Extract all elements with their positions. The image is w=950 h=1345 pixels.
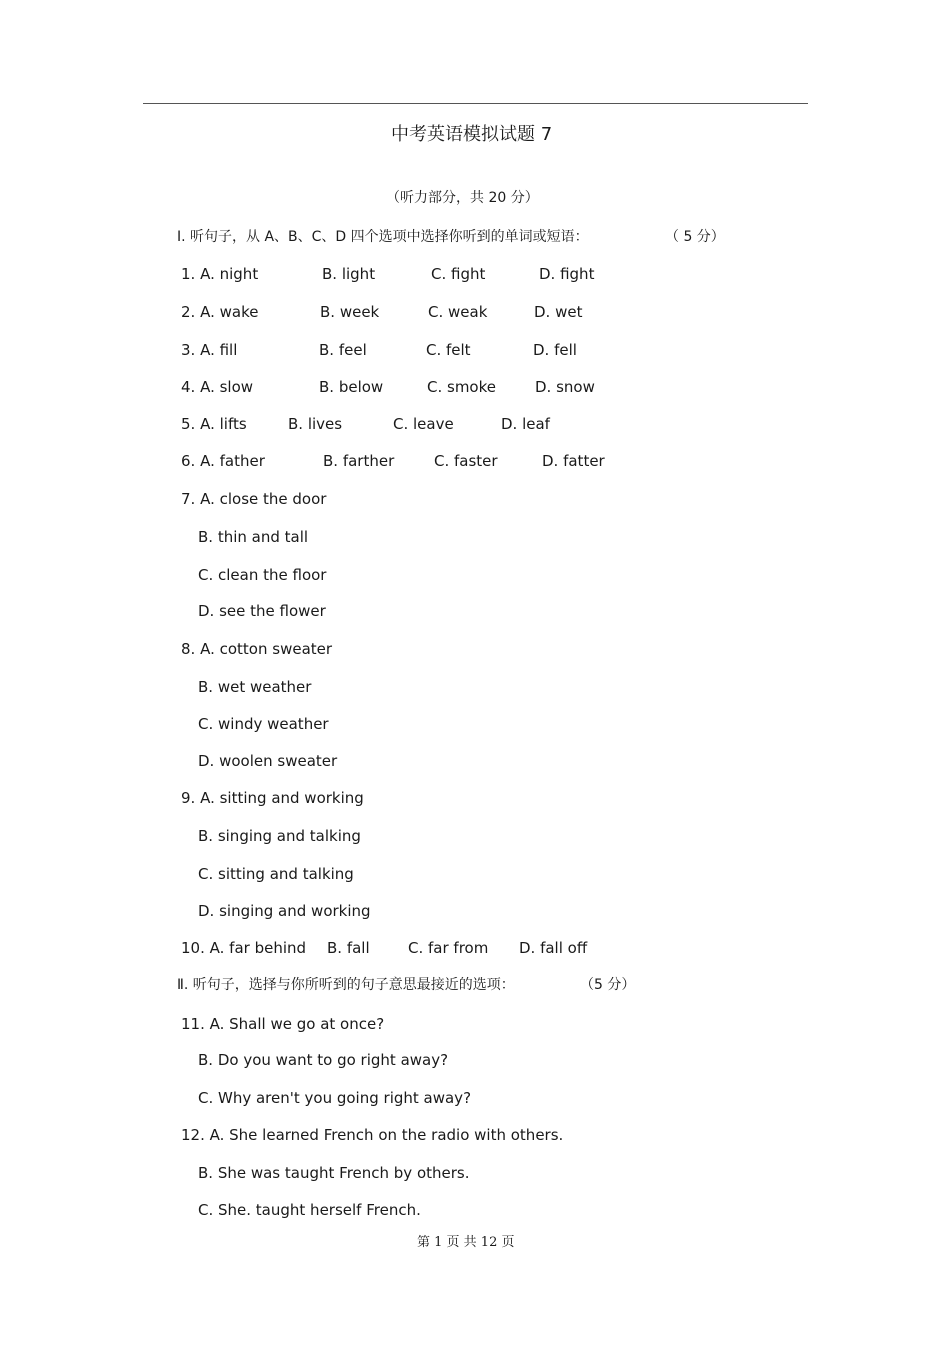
q4-option-a: 4. A. slow (181, 378, 254, 396)
q11-option-b: B. Do you want to go right away? (198, 1051, 449, 1069)
q2-option-a: 2. A. wake (181, 303, 259, 321)
q8-option-a: 8. A. cotton sweater (181, 640, 333, 658)
q6-option-c: C. faster (434, 452, 498, 470)
q4-option-c: C. smoke (427, 378, 496, 396)
q10-option-d: D. fall off (519, 939, 588, 957)
q1-option-c: C. fight (431, 265, 486, 283)
q2-option-b: B. week (320, 303, 380, 321)
q10-option-a: 10. A. far behind (181, 939, 307, 957)
q5-option-c: C. leave (393, 415, 454, 433)
q11-option-c: C. Why aren't you going right away? (198, 1089, 472, 1107)
q11-option-a: 11. A. Shall we go at once? (181, 1015, 385, 1033)
q7-option-c: C. clean the floor (198, 566, 327, 584)
q9-option-c: C. sitting and talking (198, 865, 354, 883)
listening-subtitle: （听力部分，共 20 分） (386, 190, 539, 206)
q4-option-d: D. snow (535, 378, 595, 396)
q5-option-d: D. leaf (501, 415, 550, 433)
header-rule (143, 103, 808, 104)
q6-option-d: D. fatter (542, 452, 605, 470)
q5-option-a: 5. A. lifts (181, 415, 247, 433)
q1-option-d: D. fight (539, 265, 595, 283)
q2-option-c: C. weak (428, 303, 488, 321)
q8-option-b: B. wet weather (198, 678, 312, 696)
q6-option-a: 6. A. father (181, 452, 265, 470)
q3-option-a: 3. A. fill (181, 341, 238, 359)
section1-points: （ 5 分） (665, 229, 725, 245)
q12-option-b: B. She was taught French by others. (198, 1164, 470, 1182)
q3-option-d: D. fell (533, 341, 577, 359)
q5-option-b: B. lives (288, 415, 343, 433)
q12-option-a: 12. A. She learned French on the radio with others. (181, 1126, 564, 1144)
q7-option-b: B. thin and tall (198, 528, 309, 546)
page-footer: 第 1 页 共 12 页 (417, 1235, 515, 1250)
q9-option-a: 9. A. sitting and working (181, 789, 364, 807)
q9-option-b: B. singing and talking (198, 827, 361, 845)
q8-option-c: C. windy weather (198, 715, 329, 733)
q9-option-d: D. singing and working (198, 902, 371, 920)
q1-option-b: B. light (322, 265, 376, 283)
page-title: 中考英语模拟试题 7 (391, 124, 553, 145)
section1-heading: Ⅰ. 听句子，从 A、B、C、D 四个选项中选择你听到的单词或短语： (177, 229, 589, 245)
q12-option-c: C. She. taught herself French. (198, 1201, 421, 1219)
q2-option-d: D. wet (534, 303, 583, 321)
q10-option-b: B. fall (327, 939, 370, 957)
section2-points: （5 分） (580, 977, 636, 993)
q7-option-a: 7. A. close the door (181, 490, 327, 508)
section2-heading: Ⅱ. 听句子，选择与你所听到的句子意思最接近的选项： (177, 977, 515, 993)
q10-option-c: C. far from (408, 939, 489, 957)
q3-option-b: B. feel (319, 341, 367, 359)
q1-option-a: 1. A. night (181, 265, 259, 283)
q7-option-d: D. see the flower (198, 602, 326, 620)
q8-option-d: D. woolen sweater (198, 752, 338, 770)
q6-option-b: B. farther (323, 452, 395, 470)
q4-option-b: B. below (319, 378, 384, 396)
q3-option-c: C. felt (426, 341, 471, 359)
